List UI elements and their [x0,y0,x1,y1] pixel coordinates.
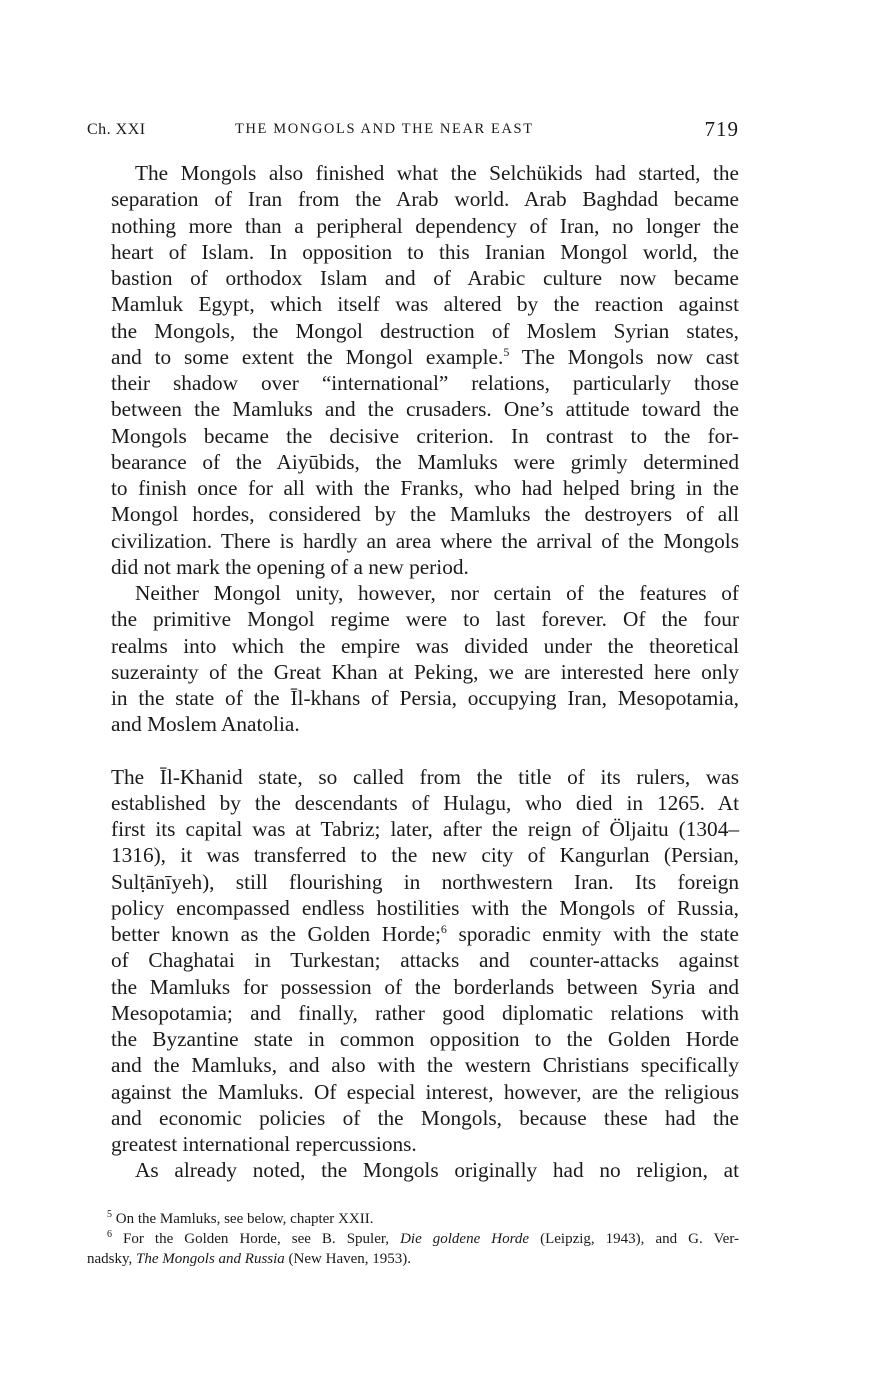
text-segment: The Mongols now cast [509,344,739,369]
footnote-line [87,1249,739,1269]
text-line: bastion of orthodox Islam and of Arabic culture now became [111,266,739,290]
footnote [87,1209,739,1229]
paragraph [87,160,739,580]
text-line: did not mark the opening of a new period. [111,554,469,579]
text-line: the primitive Mongol regime were to last forever. Of the four [111,607,739,632]
text-line: the Byzantine state in common opposition to the Golden Horde [111,1027,739,1051]
text-line: As already noted, the Mongols originally had no religion, at [135,1158,739,1183]
text-segment: and to some extent the Mongol example. [111,344,504,369]
text-segment: better known as the Golden Horde; [111,922,441,946]
text-line: and Moslem Anatolia. [111,712,300,737]
text-line: separation of Iran from the Arab world. Arab Baghdad became [111,187,739,212]
cited-title: The Mongols and Russia [136,1251,285,1267]
page-number: 719 [704,117,739,141]
text-line: between the Mamluks and the crusaders. One’s attitude toward the [111,397,739,422]
footnote-text: On the Mamluks, see below, chapter XXII. [115,1211,374,1227]
text-line: bearance of the Aiyūbids, the Mamluks were grimly determined [111,449,739,474]
text-line: greatest international repercussions. [111,1132,417,1156]
text-line: 1316), it was transferred to the new city of Kangurlan (Persian, [111,843,739,868]
text-line: The Mongols also finished what the Selchükids had started, the [135,161,739,185]
body-text [87,160,739,1184]
footnote-text: For the Golden Horde, see B. Spuler, [123,1231,401,1247]
footnote-reference: 6 [440,921,447,936]
paragraph [87,764,739,1158]
text-line: Sulṭānīyeh), still flourishing in northwestern Iran. Its foreign [111,869,739,894]
text-line: in the state of the Īl-khans of Persia, occupying Iran, Mesopotamia, [111,686,739,710]
text-line: first its capital was at Tabriz; later, after the reign of Öljaitu (1304– [111,817,739,841]
text-line: Mamluk Egypt, which itself was altered by the reaction against [111,292,739,317]
footnote-line [87,1229,739,1249]
section-break [87,738,739,764]
chapter-label: Ch. XXI [87,121,146,138]
cited-title: Die goldene Horde [400,1231,530,1247]
text-line: against the Mamluks. Of especial interest, however, are the religious [111,1079,739,1104]
text-line: The Īl-Khanid state, so called from the title of its rulers, was [111,764,739,789]
text-line: Mongol hordes, considered by the Mamluks the destroyers of all [111,502,739,527]
text-line: the Mongols, the Mongol destruction of Moslem Syrian states, [111,318,739,343]
footnote-line [87,1209,739,1229]
text-line: realms into which the empire was divided under the theoretical [111,633,739,658]
paragraph [87,1157,739,1183]
text-line: Mongols became the decisive criterion. In contrast to the for- [111,423,739,448]
text-line: to finish once for all with the Franks, who had helped bring in the [111,476,739,500]
footnote-number: 6 [107,1229,112,1240]
footnote-reference: 5 [503,344,510,359]
text-line: of Chaghatai in Turkestan; attacks and counter-attacks against [111,948,739,973]
running-title: THE MONGOLS AND THE NEAR EAST [235,121,534,137]
text-line: the Mamluks for possession of the borderlands between Syria and [111,974,739,999]
running-head [87,117,739,141]
footnotes [87,1209,739,1269]
footnote-number: 5 [107,1209,112,1220]
text-line: heart of Islam. In opposition to this Iranian Mongol world, the [111,239,739,264]
text-line [87,921,739,947]
footnote-text: (New Haven, 1953). [284,1251,412,1267]
text-line: nothing more than a peripheral dependency of Iran, no longer the [111,213,739,238]
text-line: and the Mamluks, and also with the western Christians specifically [111,1053,739,1078]
text-line: policy encompassed endless hostilities with the Mongols of Russia, [111,895,739,920]
text-line: civilization. There is hardly an area where the arrival of the Mongols [111,528,739,553]
footnote-text: nadsky, [87,1251,137,1267]
paragraph [87,580,739,738]
text-line: Neither Mongol unity, however, nor certain of the features of [135,581,739,605]
text-line [87,344,739,370]
text-line: suzerainty of the Great Khan at Peking, we are interested here only [111,659,739,684]
text-line: their shadow over “international” relations, particularly those [111,371,739,395]
footnote [87,1229,739,1269]
footnote-text: (Leipzig, 1943), and G. Ver- [529,1231,740,1247]
text-line: Mesopotamia; and finally, rather good diplomatic relations with [111,1000,739,1025]
text-line: established by the descendants of Hulagu, who died in 1265. At [111,790,739,815]
text-segment: sporadic enmity with the state [446,922,739,946]
text-line: and economic policies of the Mongols, because these had the [111,1105,739,1130]
